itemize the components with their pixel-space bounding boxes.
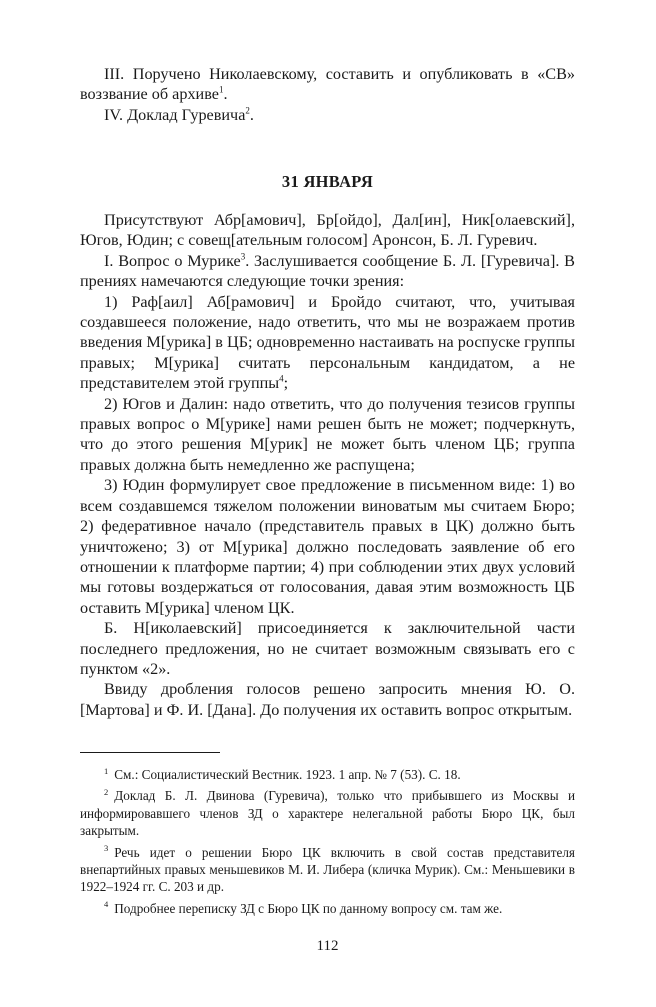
footnote-text: См.: Социалистический Вестник. 1923. 1 апр. № 7 (53). С. 18. [114, 767, 461, 782]
question-1-text: I. Вопрос о Мурике [104, 251, 241, 270]
paragraph-nikolaevsky: Б. Н[иколаевский] присоединяется к заключительной части последнего предложения, но не считает возможным связывать его с пунктом «2». [80, 619, 575, 678]
item-4-end: . [249, 105, 254, 124]
point-1-text: 1) Раф[аил] Аб[рамович] и Бройдо считают, что, учитывая создавшееся положение, надо ответить, что мы не возражаем против введения М[урика] в ЦБ; одновременно настаивать на роспуске группы правых; М[урика] считать персональным кандидатом, а не представителем этой группы [80, 292, 575, 393]
paragraph-point-3: 3) Юдин формулирует свое предложение в письменном виде: 1) во всем создавшемся тяжелом положении виноватым мы считаем Бюро; 2) федеративное начало (представитель правых в ЦК) должно быть уничтожено; 3) от М[урика] должно последовать заявление об его отношении к платформе партии; 4) при соблюдении этих двух условий мы готовы воздержаться от голосования, давая этим возможность ЦБ оставить М[урика] членом ЦК. [80, 476, 575, 617]
paragraph-item-3 [80, 64, 575, 105]
item-3-text: III. Поручено Николаевскому, составить и опубликовать в «СВ» воззвание об архиве [80, 65, 575, 104]
page-number: 112 [316, 938, 339, 954]
footnote-number: 4 [104, 899, 109, 910]
footnote-text: Подробнее переписку ЗД с Бюро ЦК по данному вопросу см. там же. [114, 900, 503, 916]
footnote-text: Речь идет о решении Бюро ЦК включить в свой состав представителя внепартийных правых меньшевиков М. И. Либера (кличка Мурик). См.: Меньшевики в 1922–1924 гг. С. 203 и др. [80, 844, 575, 895]
footnote [80, 787, 575, 839]
footnote-ref-1: 1 [218, 85, 224, 96]
footnote-ref-3: 3 [240, 251, 246, 262]
footnote-number: 1 [104, 765, 109, 776]
footnotes [80, 766, 575, 921]
footnote-ref-2: 2 [245, 105, 250, 116]
footnote-number: 2 [104, 787, 109, 798]
item-4-text: IV. Доклад Гуревича [104, 105, 246, 124]
paragraph-present: Присутствуют Абр[амович], Бр[ойдо], Дал[ин], Ник[олаевский], Югов, Юдин; с совещ[ательным голосом] Аронсон, Б. Л. Гуревич. [80, 211, 575, 250]
footnote [80, 900, 575, 917]
top-block [80, 64, 575, 125]
paragraph-decision: Ввиду дробления голосов решено запросить мнения Ю. О. [Мартова] и Ф. И. [Дана]. До получения их оставить вопрос открытым. [80, 680, 575, 719]
footnote-divider [80, 752, 220, 753]
footnote [80, 844, 575, 896]
point-1-end: ; [283, 374, 289, 393]
footnote [80, 766, 575, 783]
paragraph-question-1 [80, 251, 575, 292]
item-3-end: . [223, 85, 228, 104]
main-block [80, 210, 575, 720]
paragraph-item-4 [80, 105, 575, 125]
paragraph-point-2: 2) Югов и Далин: надо ответить, что до получения тезисов группы правых вопрос о М[урике] нами решен быть не может; подчеркнуть, что до этого решения М[урик] не может быть членом ЦБ; группа правых должна быть немедленно же распущена; [80, 394, 575, 474]
footnote-number: 3 [104, 843, 109, 854]
section-heading: 31 ЯНВАРЯ [281, 172, 374, 191]
footnote-ref-4: 4 [279, 373, 284, 384]
paragraph-point-1 [80, 292, 575, 394]
footnote-text: Доклад Б. Л. Двинова (Гуревича), только что прибывшего из Москвы и информировавшего членов ЗД о характере нелегальной работы Бюро ЦК, был закрытым. [80, 788, 575, 839]
question-1-text-end: . Заслушивается сообщение Б. Л. [Гуревича]. В прениях намечаются следующие точки зрения: [80, 251, 575, 291]
